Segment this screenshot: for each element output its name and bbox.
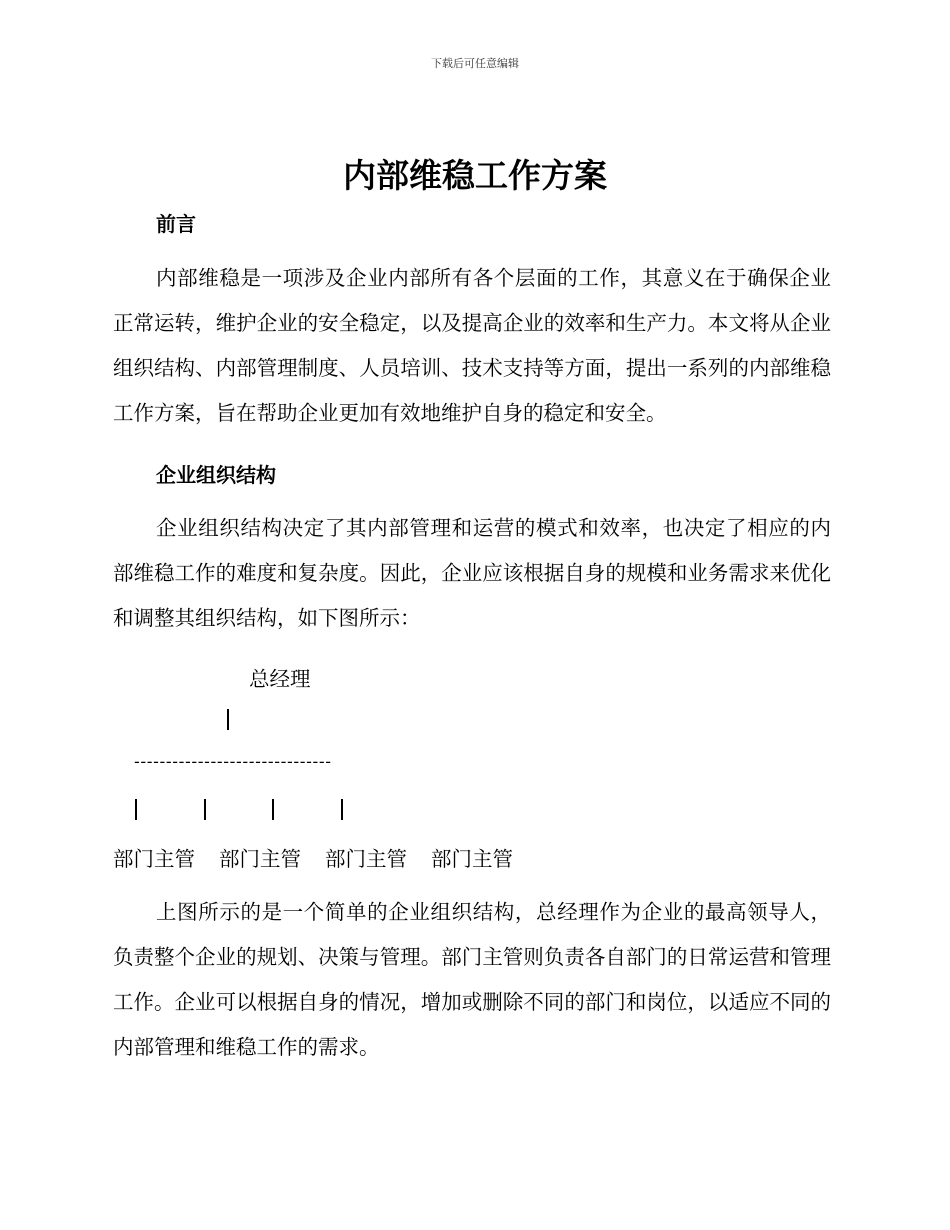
section-heading-preface: 前言 (156, 212, 196, 236)
org-chart-child-node: 部门主管 (219, 847, 301, 871)
org-chart-tick (135, 799, 137, 820)
org-chart-vertical-connector (227, 709, 229, 730)
section-heading-org-structure: 企业组织结构 (156, 463, 276, 487)
org-chart-children (113, 842, 513, 872)
org-chart-child-node: 部门主管 (431, 847, 513, 871)
org-chart-tick (272, 799, 274, 820)
org-structure-paragraph: 企业组织结构决定了其内部管理和运营的模式和效率，也决定了相应的内部维稳工作的难度和复杂度。因此，企业应该根据自身的规模和业务需求来优化和调整其组织结构，如下图所示： (113, 516, 831, 630)
org-chart-tick (204, 799, 206, 820)
org-chart-child-node: 部门主管 (113, 847, 195, 871)
closing-paragraph: 上图所示的是一个简单的企业组织结构，总经理作为企业的最高领导人，负责整个企业的规划、决策与管理。部门主管则负责各自部门的日常运营和管理工作。企业可以根据自身的情况，增加或删除不同的部门和岗位，以适应不同的内部管理和维稳工作的需求。 (113, 900, 831, 1059)
org-chart-tick (341, 799, 343, 820)
org-chart-top-node: 总经理 (249, 667, 311, 691)
header-note: 下载后可任意编辑 (431, 57, 519, 70)
org-chart-dash-line: ------------------------------- (134, 752, 332, 771)
document-title: 内部维稳工作方案 (343, 156, 607, 195)
preface-paragraph: 内部维稳是一项涉及企业内部所有各个层面的工作，其意义在于确保企业正常运转，维护企业的安全稳定，以及提高企业的效率和生产力。本文将从企业组织结构、内部管理制度、人员培训、技术支持等方面，提出一系列的内部维稳工作方案，旨在帮助企业更加有效地维护自身的稳定和安全。 (113, 266, 831, 425)
org-chart-child-node: 部门主管 (325, 847, 407, 871)
